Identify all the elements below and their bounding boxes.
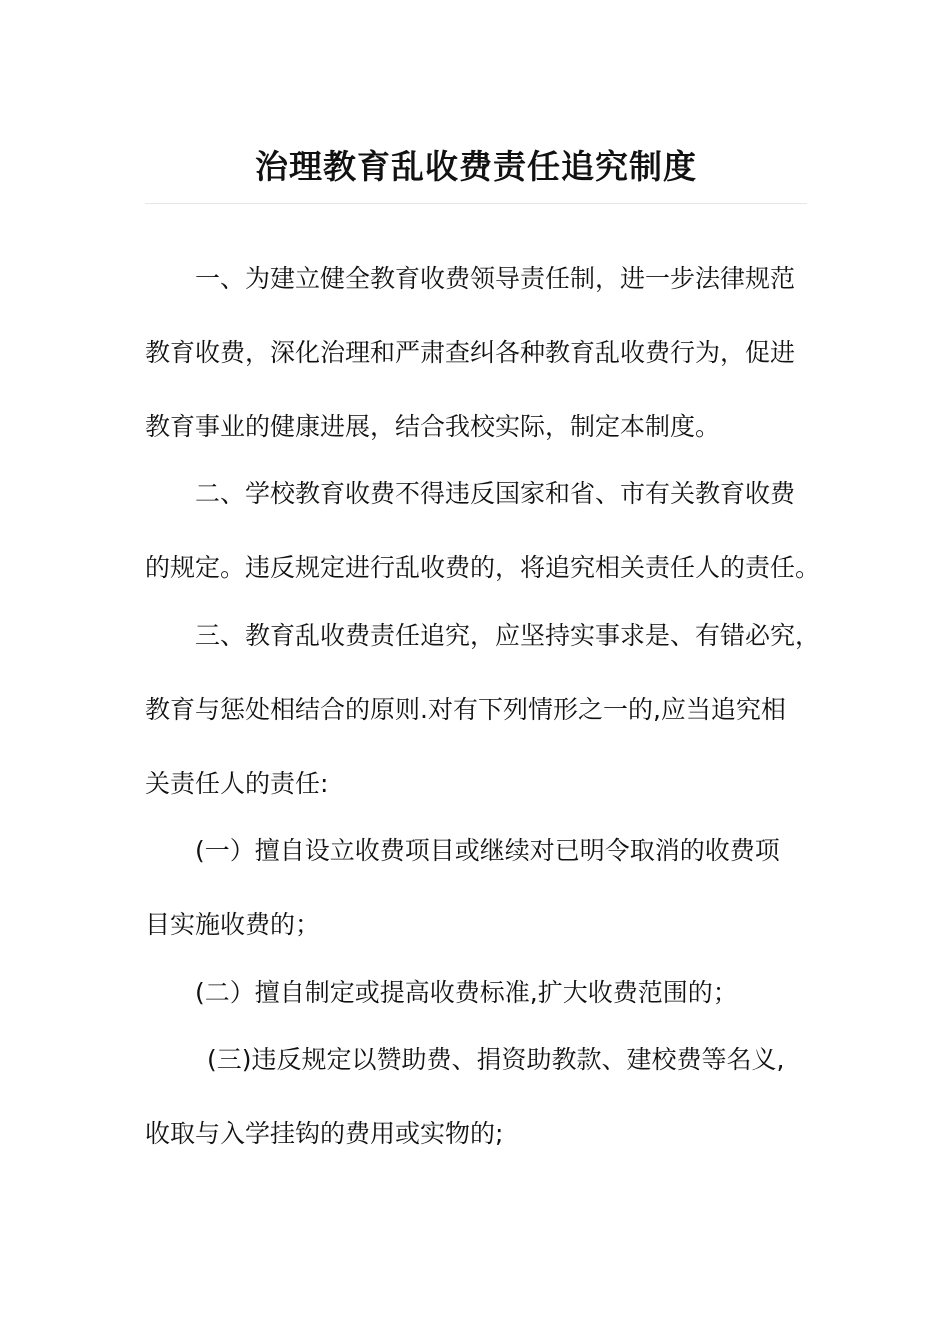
document-title: 治理教育乱收费责任追究制度 — [255, 147, 697, 186]
item-1-line-2: 目实施收费的； — [145, 910, 321, 939]
paragraph-1-line-3: 教育事业的健康进展，结合我校实际，制定本制度。 — [145, 412, 721, 441]
paragraph-2-line-2: 的规定。违反规定进行乱收费的，将追究相关责任人的责任。 — [145, 553, 821, 582]
paragraph-3-line-3: 关责任人的责任: — [145, 769, 329, 798]
item-3-line-2: 收取与入学挂钩的费用或实物的; — [145, 1119, 504, 1148]
item-1-line-1: (一）擅自设立收费项目或继续对已明令取消的收费项 — [195, 836, 780, 865]
paragraph-2-line-1: 二、学校教育收费不得违反国家和省、市有关教育收费 — [195, 479, 796, 508]
paragraph-1-line-1: 一、为建立健全教育收费领导责任制，进一步法律规范 — [195, 264, 796, 293]
item-2-line-1: (二）擅自制定或提高收费标准,扩大收费范围的； — [195, 978, 738, 1007]
title-divider — [145, 203, 807, 204]
paragraph-1-line-2: 教育收费，深化治理和严肃查纠各种教育乱收费行为，促进 — [145, 338, 796, 367]
paragraph-3-line-2: 教育与惩处相结合的原则.对有下列情形之一的,应当追究相 — [145, 695, 786, 724]
item-3-line-1: (三)违反规定以赞助费、捐资助教款、建校费等名义, — [207, 1045, 785, 1074]
paragraph-3-line-1: 三、教育乱收费责任追究，应坚持实事求是、有错必究， — [195, 621, 821, 650]
